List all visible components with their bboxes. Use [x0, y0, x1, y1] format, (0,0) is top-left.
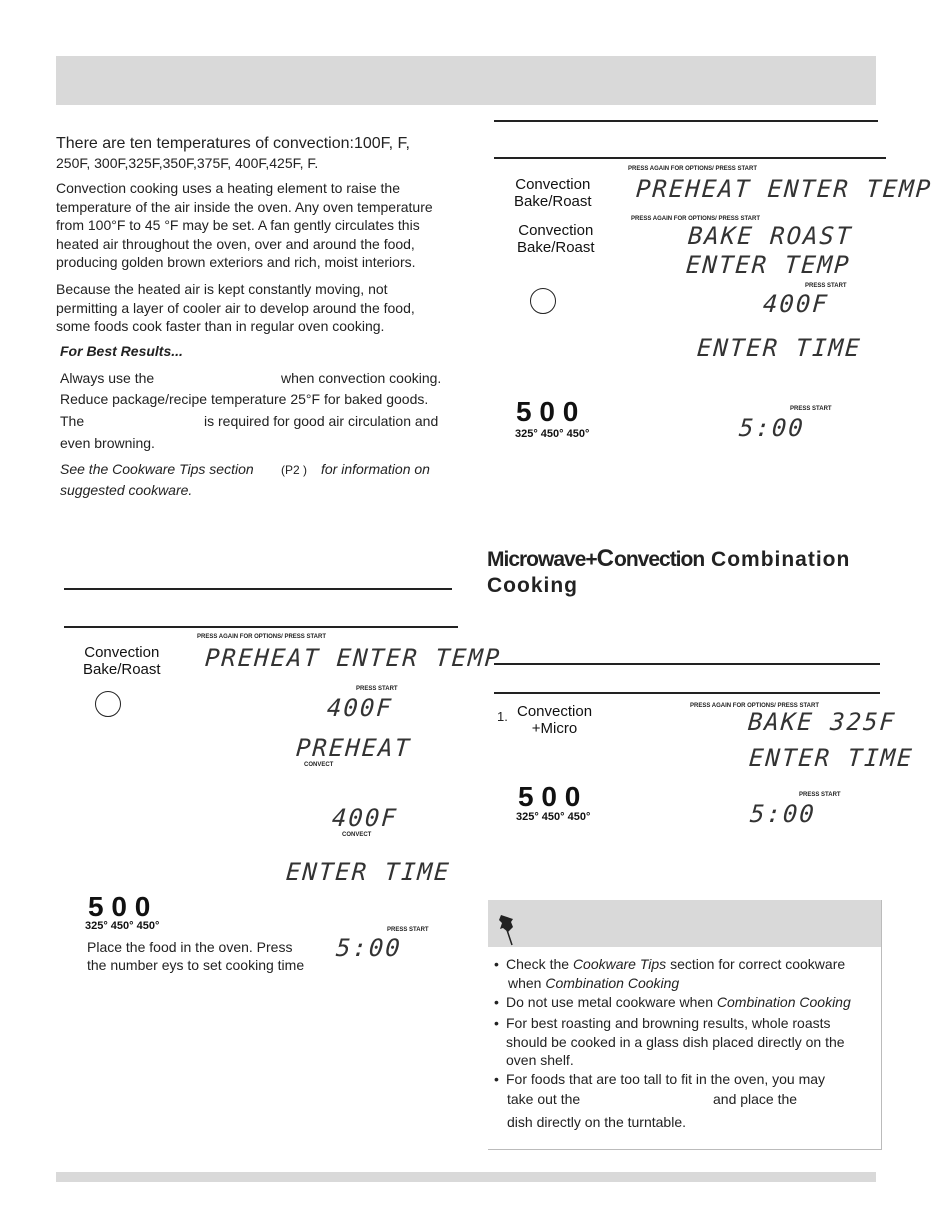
press-again-label: PRESS AGAIN FOR OPTIONS/ PRESS START — [197, 634, 327, 640]
display-enter-time: ENTER TIME — [696, 334, 863, 362]
heated-air-description — [56, 280, 415, 336]
convection-temps-line1: There are ten temperatures of convection:100F, F, — [56, 135, 410, 152]
display-5-00: 5:00 — [738, 414, 806, 442]
start-button-icon[interactable] — [95, 691, 121, 717]
header-bar — [56, 56, 876, 105]
text-line: from 100°F to 45 °F may be set. A fan gently circulates this — [56, 217, 420, 233]
section-rule — [494, 692, 880, 694]
display-preheat: PREHEAT — [295, 734, 413, 762]
press-start-label: PRESS START — [805, 283, 847, 289]
text-line: some foods cook faster than in regular oven cooking. — [56, 318, 385, 334]
note-text: For foods that are too tall to fit in the oven, you may — [506, 1071, 826, 1087]
note-item-2: • Do not use metal cookware when Combination Cooking — [494, 994, 851, 1010]
title-part: C — [596, 545, 614, 572]
text-line: producing golden brown exteriors and rich, moist interiors. — [56, 254, 416, 270]
convect-indicator: CONVECT — [342, 832, 372, 838]
press-start-label: PRESS START — [356, 686, 398, 692]
convection-temps-line2: 250F, 300F,325F,350F,375F, 400F,425F, F. — [56, 155, 319, 171]
display-400f: 400F — [762, 290, 830, 318]
note-text: Combination Cooking — [716, 994, 851, 1010]
text-line: Convection cooking uses a heating element to raise the — [56, 180, 400, 196]
press-start-label: PRESS START — [799, 792, 841, 798]
best-results-tip-3a: The — [60, 413, 85, 429]
convection-description — [56, 179, 433, 272]
button-label: Convection — [515, 176, 591, 193]
section-rule — [64, 626, 458, 628]
convection-bake-roast-button-3[interactable] — [83, 644, 161, 678]
pushpin-icon — [498, 913, 518, 952]
note-item-4b: take out the — [507, 1091, 581, 1107]
display-enter-time: ENTER TIME — [285, 858, 452, 886]
title-part: onvection — [614, 548, 705, 571]
best-results-tip-3b: is required for good air circulation and — [204, 413, 439, 429]
see-cookware-tips: See the Cookware Tips section — [60, 461, 254, 477]
note-text: when — [508, 974, 546, 991]
convection-bake-roast-button-2[interactable] — [517, 222, 595, 256]
press-again-label: PRESS AGAIN FOR OPTIONS/ PRESS START — [690, 703, 820, 709]
display-400f: 400F — [326, 694, 394, 722]
display-bake-325f: BAKE 325F — [747, 708, 898, 736]
see-cookware-tips-2: for information on — [321, 461, 430, 477]
display-400f-2: 400F — [331, 804, 399, 832]
number-keys[interactable]: 5 0 0 — [88, 891, 151, 922]
note-text: section for correct cookware — [666, 956, 846, 972]
button-label: Bake/Roast — [83, 661, 161, 678]
section-rule — [494, 157, 886, 159]
text-line: temperature of the air inside the oven. Any oven temperature — [56, 198, 433, 215]
note-text: should be cooked in a glass dish placed directly on the — [506, 1033, 845, 1050]
best-results-tip-3c: even browning. — [60, 435, 155, 451]
best-results-tip-2: Reduce package/recipe temperature 25°F for baked goods. — [60, 391, 429, 407]
display-5-00: 5:00 — [335, 934, 403, 962]
convection-micro-button[interactable] — [517, 703, 592, 737]
section-rule — [64, 588, 452, 590]
title-part: Combination — [704, 548, 851, 571]
section-rule — [494, 120, 878, 122]
convection-bake-roast-button[interactable] — [514, 176, 592, 210]
title-part: Microwave+ — [487, 548, 597, 571]
display-bake-roast: BAKE ROAST — [687, 222, 854, 250]
display-enter-temp: ENTER TEMP — [685, 251, 852, 279]
step-number: 1. — [497, 709, 508, 724]
text-line: Because the heated air is kept constantly moving, not — [56, 281, 388, 297]
press-start-label: PRESS START — [387, 927, 429, 933]
best-results-heading: For Best Results... — [60, 343, 183, 359]
place-food-text-1: Place the food in the oven. Press — [87, 939, 293, 955]
best-results-tip-1b: when convection cooking. — [281, 370, 442, 386]
note-item-4: • For foods that are too tall to fit in the oven, you may — [494, 1071, 826, 1087]
note-item-4d: dish directly on the turntable. — [507, 1114, 686, 1130]
number-keys-sub: 325° 450° 450° — [515, 428, 590, 440]
note-text: oven shelf. — [506, 1052, 574, 1068]
convect-indicator: CONVECT — [304, 762, 334, 768]
button-label: Bake/Roast — [517, 239, 595, 256]
button-label: Convection — [84, 644, 160, 661]
place-food-text-2: the number eys to set cooking time — [87, 957, 305, 973]
note-text: Combination Cooking — [545, 974, 680, 991]
section-rule — [494, 663, 880, 665]
button-label: Bake/Roast — [514, 193, 592, 210]
press-again-label: PRESS AGAIN FOR OPTIONS/ PRESS START — [628, 166, 758, 172]
display-5-00: 5:00 — [749, 800, 817, 828]
button-label: +Micro — [531, 720, 578, 737]
number-keys[interactable]: 5 0 0 — [518, 781, 581, 812]
number-keys[interactable]: 5 0 0 — [516, 396, 579, 427]
best-results-tip-1a: Always use the — [60, 370, 155, 386]
note-item-1: • Check the Cookware Tips section for correct cookware when Combination Cooking — [494, 956, 846, 991]
note-text: Do not use metal cookware when — [506, 994, 717, 1010]
page-ref: (P2 ) — [281, 463, 308, 477]
number-keys-sub: 325° 450° 450° — [85, 920, 160, 932]
footer-bar — [56, 1172, 876, 1182]
note-header — [488, 900, 881, 947]
note-text: For best roasting and browning results, whole roasts — [506, 1015, 831, 1031]
button-label: Convection — [517, 703, 593, 720]
display-preheat-enter-temp: PREHEAT ENTER TEMP — [204, 644, 503, 672]
start-button-icon[interactable] — [530, 288, 556, 314]
text-line: heated air throughout the oven, over and around the food, — [56, 235, 415, 252]
press-again-label: PRESS AGAIN FOR OPTIONS/ PRESS START — [631, 216, 761, 222]
display-preheat-enter-temp: PREHEAT ENTER TEMP — [635, 175, 934, 203]
number-keys-sub: 325° 450° 450° — [516, 811, 591, 823]
combination-title — [487, 545, 850, 573]
note-item-4c: and place the — [713, 1091, 798, 1107]
press-start-label: PRESS START — [790, 406, 832, 412]
note-item-3: • For best roasting and browning results, whole roasts should be cooked in a glass dish placed directly on the oven shelf. — [494, 1015, 845, 1068]
button-label: Convection — [518, 222, 594, 239]
combination-title-2: Cooking — [487, 574, 578, 597]
suggested-cookware: suggested cookware. — [60, 482, 193, 498]
note-text: Cookware Tips — [572, 956, 667, 972]
text-line: permitting a layer of cooler air to develop around the food, — [56, 299, 415, 316]
display-enter-time: ENTER TIME — [748, 744, 915, 772]
note-text: Check the — [506, 956, 573, 972]
